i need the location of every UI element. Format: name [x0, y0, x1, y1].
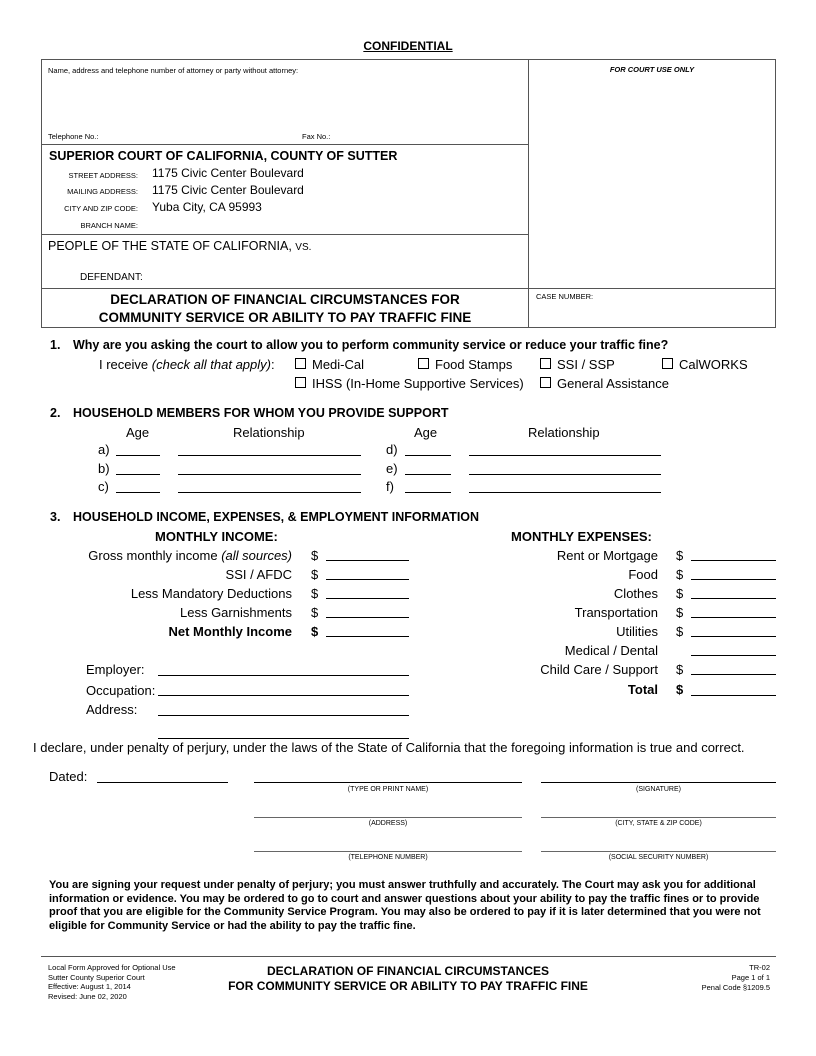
defendant-label: DEFENDANT:: [80, 272, 143, 283]
vs-text: VS.: [295, 242, 312, 253]
ssn-sign-field[interactable]: [541, 851, 776, 852]
income-deductions-dollar: $: [311, 586, 319, 601]
income-net-label: Net Monthly Income: [168, 624, 292, 639]
q1-number: 1.: [50, 338, 61, 352]
ssi-ssp-label: SSI / SSP: [557, 357, 615, 372]
city-label: CITY AND ZIP CODE:: [64, 204, 138, 213]
general-assistance-label: General Assistance: [557, 376, 670, 391]
income-net-field[interactable]: [326, 636, 409, 637]
income-deductions-field[interactable]: [326, 598, 409, 599]
footer-right: [660, 963, 770, 993]
member-e-age[interactable]: [405, 474, 451, 475]
food-stamps-label: Food Stamps: [435, 357, 513, 372]
age-header-left: Age: [126, 425, 150, 440]
income-gross-text: Gross monthly income: [88, 548, 218, 563]
expense-utilities-field[interactable]: [691, 636, 776, 637]
ihss-checkbox[interactable]: [295, 377, 306, 388]
people-label: [48, 239, 311, 253]
city-value: Yuba City, CA 95993: [152, 200, 262, 214]
telephone-label: Telephone No.:: [48, 132, 99, 141]
expense-clothes-label: Clothes: [613, 586, 658, 601]
member-c-age[interactable]: [116, 492, 160, 493]
warning-paragraph: You are signing your request under penalty of perjury; you must answer truthfully and accurately. The Court may ask you for additional information or evidence. You may be ordered to go to court and answer questions about your ability to pay the traffic fines or to provide proof that you are eligible for the Community Service Program. You may also be ordered to pay if it is later determined that you were not eligible for Community Service or had the ability to pay the traffic fine.: [49, 879, 761, 932]
branch-label: BRANCH NAME:: [80, 221, 138, 230]
income-ssi-label: SSI / AFDC: [225, 567, 292, 582]
footer-left-1: Local Form Approved for Optional Use: [48, 963, 176, 972]
telephone-caption: (TELEPHONE NUMBER): [348, 854, 428, 861]
dated-field[interactable]: [97, 782, 228, 783]
attorney-label: Name, address and telephone number of attorney or party without attorney:: [48, 66, 299, 75]
income-ssi-dollar: $: [311, 567, 319, 582]
expenses-title: MONTHLY EXPENSES:: [511, 529, 652, 544]
expense-medical-field[interactable]: [691, 655, 776, 656]
footer-left-4: Revised: June 02, 2020: [48, 991, 127, 1001]
q1-question: Why are you asking the court to allow you to perform community service or reduce your traffic fine?: [73, 338, 669, 352]
employer-field[interactable]: [158, 675, 409, 676]
income-deductions-label: Less Mandatory Deductions: [130, 586, 292, 601]
food-stamps-checkbox[interactable]: [418, 358, 429, 369]
income-gross-label: [40, 548, 292, 563]
expense-utilities-label: Utilities: [616, 624, 658, 639]
expense-rent-label: Rent or Mortgage: [556, 548, 658, 563]
dated-label: Dated:: [49, 769, 88, 784]
occupation-label: Occupation:: [86, 683, 156, 698]
expense-rent-dollar: $: [676, 548, 684, 563]
expense-food-dollar: $: [676, 567, 684, 582]
fax-label: Fax No.:: [302, 132, 331, 141]
case-number-label: CASE NUMBER:: [536, 292, 594, 301]
expense-childcare-dollar: $: [676, 662, 684, 677]
form-title-line1: DECLARATION OF FINANCIAL CIRCUMSTANCES FOR: [110, 292, 460, 307]
member-a-relationship[interactable]: [178, 455, 361, 456]
address-field[interactable]: [158, 715, 409, 716]
calworks-checkbox[interactable]: [662, 358, 673, 369]
income-net-dollar: $: [311, 624, 319, 639]
age-header-right: Age: [414, 425, 438, 440]
print-name-caption: (TYPE OR PRINT NAME): [347, 786, 429, 793]
q2-number: 2.: [50, 406, 61, 420]
medi-cal-label: Medi-Cal: [312, 357, 365, 372]
member-c-label: c): [98, 479, 109, 494]
people-text: PEOPLE OF THE STATE OF CALIFORNIA,: [48, 239, 292, 253]
calworks-label: CalWORKS: [679, 357, 748, 372]
address-field-2[interactable]: [158, 738, 409, 739]
court-use-label: FOR COURT USE ONLY: [609, 65, 695, 74]
ssn-caption: (SOCIAL SECURITY NUMBER): [608, 854, 709, 861]
q2-title: HOUSEHOLD MEMBERS FOR WHOM YOU PROVIDE SUPPORT: [73, 406, 449, 420]
member-d-relationship[interactable]: [469, 455, 661, 456]
expense-food-label: Food: [628, 567, 658, 582]
relationship-header-left: Relationship: [233, 425, 305, 440]
address-label: Address:: [86, 702, 138, 717]
member-e-label: e): [386, 461, 398, 476]
city-caption: (CITY, STATE & ZIP CODE): [615, 820, 702, 827]
address-caption: (ADDRESS): [368, 820, 408, 827]
expense-utilities-dollar: $: [676, 624, 684, 639]
expense-clothes-dollar: $: [676, 586, 684, 601]
city-sign-field[interactable]: [541, 817, 776, 818]
member-b-label: b): [98, 461, 110, 476]
expense-total-field[interactable]: [691, 695, 776, 696]
expense-childcare-field[interactable]: [691, 674, 776, 675]
member-a-age[interactable]: [116, 455, 160, 456]
expense-childcare-label: Child Care / Support: [540, 662, 658, 677]
general-assistance-checkbox[interactable]: [540, 377, 551, 388]
receive-colon: :: [271, 357, 275, 372]
member-e-relationship[interactable]: [469, 474, 661, 475]
street-value: 1175 Civic Center Boulevard: [152, 166, 304, 180]
receive-hint: (check all that apply): [151, 357, 271, 372]
member-b-relationship[interactable]: [178, 474, 361, 475]
expense-rent-field[interactable]: [691, 560, 776, 561]
confidential-heading: CONFIDENTIAL: [363, 39, 453, 53]
expense-transportation-dollar: $: [676, 605, 684, 620]
ssi-ssp-checkbox[interactable]: [540, 358, 551, 369]
income-gross-dollar: $: [311, 548, 319, 563]
expense-total-dollar: $: [676, 682, 684, 697]
member-d-age[interactable]: [405, 455, 451, 456]
footer-page: Page 1 of 1: [731, 973, 770, 982]
expense-medical-label: Medical / Dental: [564, 643, 658, 658]
member-c-relationship[interactable]: [178, 492, 361, 493]
expense-clothes-field[interactable]: [691, 598, 776, 599]
q3-number: 3.: [50, 510, 61, 524]
relationship-header-right: Relationship: [528, 425, 600, 440]
mailing-label: MAILING ADDRESS:: [67, 187, 138, 196]
medi-cal-checkbox[interactable]: [295, 358, 306, 369]
footer-left-2: Sutter County Superior Court: [48, 972, 145, 982]
form-title-line2: COMMUNITY SERVICE OR ABILITY TO PAY TRAFFIC FINE: [98, 310, 472, 325]
member-f-age[interactable]: [405, 492, 451, 493]
signature-caption: (SIGNATURE): [636, 786, 681, 793]
signature-field[interactable]: [541, 782, 776, 783]
court-name: SUPERIOR COURT OF CALIFORNIA, COUNTY OF SUTTER: [49, 149, 398, 163]
street-label: STREET ADDRESS:: [68, 171, 138, 180]
footer-left: [48, 963, 176, 1001]
court-use-box: [528, 59, 776, 289]
footer-title-1: DECLARATION OF FINANCIAL CIRCUMSTANCES: [267, 964, 549, 978]
mailing-value: 1175 Civic Center Boulevard: [152, 183, 304, 197]
footer-divider: [41, 956, 776, 957]
q3-title: HOUSEHOLD INCOME, EXPENSES, & EMPLOYMENT INFORMATION: [73, 510, 480, 524]
occupation-field[interactable]: [158, 695, 409, 696]
expense-transportation-label: Transportation: [574, 605, 658, 620]
receive-prefix: I receive: [99, 357, 149, 372]
income-garnishments-field[interactable]: [326, 617, 409, 618]
print-name-field[interactable]: [254, 782, 522, 783]
expense-transportation-field[interactable]: [691, 617, 776, 618]
declaration-text: I declare, under penalty of perjury, under the laws of the State of California that the foregoing information is true and correct.: [33, 740, 745, 755]
footer-left-3: Effective: August 1, 2014: [48, 982, 131, 991]
expense-food-field[interactable]: [691, 579, 776, 580]
address-sign-field[interactable]: [254, 817, 522, 818]
telephone-sign-field[interactable]: [254, 851, 522, 852]
expense-total-label: Total: [627, 682, 658, 697]
employer-label: Employer:: [86, 662, 145, 677]
member-b-age[interactable]: [116, 474, 160, 475]
income-garnishments-dollar: $: [311, 605, 319, 620]
member-f-label: f): [386, 479, 394, 494]
income-garnishments-label: Less Garnishments: [180, 605, 292, 620]
receive-line: [99, 357, 275, 372]
footer-penal: Penal Code §1209.5: [701, 983, 770, 992]
footer-title-2: FOR COMMUNITY SERVICE OR ABILITY TO PAY TRAFFIC FINE: [228, 979, 588, 993]
member-d-label: d): [386, 442, 398, 457]
income-title: MONTHLY INCOME:: [155, 529, 278, 544]
income-gross-field[interactable]: [326, 560, 409, 561]
member-f-relationship[interactable]: [469, 492, 661, 493]
income-ssi-field[interactable]: [326, 579, 409, 580]
ihss-label: IHSS (In-Home Supportive Services): [312, 376, 524, 391]
footer-form-id: TR-02: [749, 963, 770, 972]
member-a-label: a): [98, 442, 110, 457]
income-gross-hint: (all sources): [221, 548, 292, 563]
